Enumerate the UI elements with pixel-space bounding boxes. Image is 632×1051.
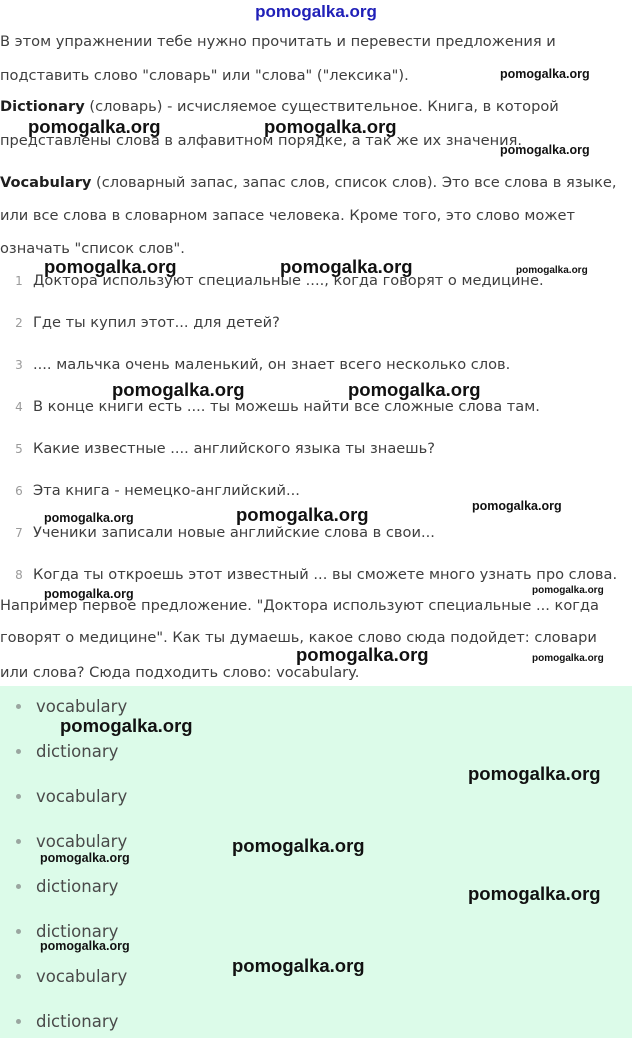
exercise-number: 5 bbox=[15, 442, 23, 456]
answer-item bbox=[0, 786, 632, 826]
intro-line-1: В этом упражнении тебе нужно прочитать и перевести предложения и bbox=[0, 33, 556, 50]
answer-item bbox=[0, 1011, 632, 1051]
watermark: pomogalka.org bbox=[28, 116, 161, 137]
exercise-text: Когда ты откроешь этот известный ... вы сможете много узнать про слова. bbox=[33, 566, 618, 583]
answer-text: dictionary bbox=[36, 922, 119, 941]
watermark: pomogalka.org bbox=[516, 265, 588, 276]
exercise-number: 8 bbox=[15, 568, 23, 582]
watermark: pomogalka.org bbox=[500, 143, 590, 157]
vocabulary-definition-text: (словарный запас, запас слов, список слов). Это все слова в языке, bbox=[91, 174, 617, 191]
watermark: pomogalka.org bbox=[232, 955, 365, 976]
site-header-link[interactable]: pomogalka.org bbox=[255, 2, 377, 21]
vocabulary-definition-line-1 bbox=[0, 166, 628, 200]
exercise-number: 1 bbox=[15, 274, 23, 288]
bullet-icon bbox=[16, 704, 21, 709]
watermark: pomogalka.org bbox=[468, 763, 601, 784]
vocabulary-term: Vocabulary bbox=[0, 174, 92, 191]
watermark: pomogalka.org bbox=[532, 585, 604, 596]
exercise-number: 7 bbox=[15, 526, 23, 540]
watermark: pomogalka.org bbox=[44, 256, 177, 277]
bullet-icon bbox=[16, 749, 21, 754]
watermark: pomogalka.org bbox=[280, 256, 413, 277]
bullet-icon bbox=[16, 884, 21, 889]
answer-text: dictionary bbox=[36, 877, 119, 896]
watermark: pomogalka.org bbox=[236, 504, 369, 525]
explanation-line-3: или слова? Сюда подходить слово: vocabulary. bbox=[0, 664, 360, 681]
vocabulary-definition-line-2: или все слова в словарном запасе человека. Кроме того, это слово может bbox=[0, 207, 575, 224]
watermark: pomogalka.org bbox=[500, 67, 590, 81]
watermark: pomogalka.org bbox=[112, 379, 245, 400]
watermark: pomogalka.org bbox=[60, 715, 193, 736]
exercise-item bbox=[0, 397, 628, 437]
exercise-item bbox=[0, 523, 628, 563]
exercise-text: Доктора используют специальные ...., когда говорят о медицине. bbox=[33, 272, 544, 289]
exercise-number: 6 bbox=[15, 484, 23, 498]
exercise-item bbox=[0, 313, 628, 353]
exercise-text: Какие известные .... английского языка ты знаешь? bbox=[33, 440, 435, 457]
answer-text: vocabulary bbox=[36, 697, 128, 716]
watermark: pomogalka.org bbox=[44, 511, 134, 525]
watermark: pomogalka.org bbox=[264, 116, 397, 137]
explanation-line-1: Например первое предложение. "Доктора используют специальные ... когда bbox=[0, 597, 599, 614]
watermark: pomogalka.org bbox=[40, 851, 130, 865]
watermark: pomogalka.org bbox=[40, 939, 130, 953]
watermark: pomogalka.org bbox=[296, 644, 429, 665]
exercise-text: Эта книга - немецко-английский... bbox=[33, 482, 300, 499]
dictionary-definition-text: (словарь) - исчисляемое существительное. Книга, в которой bbox=[84, 98, 559, 115]
answer-text: vocabulary bbox=[36, 832, 128, 851]
intro-line-2: подставить слово "словарь" или "слова" ("лексика"). bbox=[0, 67, 409, 84]
exercise-text: Ученики записали новые английские слова в свои... bbox=[33, 524, 435, 541]
exercise-number: 2 bbox=[15, 316, 23, 330]
watermark: pomogalka.org bbox=[468, 883, 601, 904]
exercise-text: .... мальчка очень маленький, он знает всего несколько слов. bbox=[33, 356, 511, 373]
answer-text: vocabulary bbox=[36, 787, 128, 806]
answer-text: vocabulary bbox=[36, 967, 128, 986]
watermark: pomogalka.org bbox=[348, 379, 481, 400]
exercise-text: В конце книги есть .... ты можешь найти все сложные слова там. bbox=[33, 398, 540, 415]
exercise-number: 4 bbox=[15, 400, 23, 414]
exercise-text: Где ты купил этот... для детей? bbox=[33, 314, 280, 331]
explanation-line-2: говорят о медицине". Как ты думаешь, какое слово сюда подойдет: словари bbox=[0, 629, 597, 646]
bullet-icon bbox=[16, 839, 21, 844]
bullet-icon bbox=[16, 794, 21, 799]
answer-text: dictionary bbox=[36, 742, 119, 761]
exercise-number: 3 bbox=[15, 358, 23, 372]
dictionary-definition-line-2: представлены слова в алфавитном порядке, а так же их значения. bbox=[0, 132, 523, 149]
vocabulary-definition-line-3: означать "список слов". bbox=[0, 240, 185, 257]
dictionary-term: Dictionary bbox=[0, 98, 85, 115]
exercise-item bbox=[0, 439, 628, 479]
watermark: pomogalka.org bbox=[532, 653, 604, 664]
bullet-icon bbox=[16, 1019, 21, 1024]
exercise-item bbox=[0, 355, 628, 395]
watermark: pomogalka.org bbox=[472, 499, 562, 513]
watermark: pomogalka.org bbox=[232, 835, 365, 856]
answer-text: dictionary bbox=[36, 1012, 119, 1031]
watermark: pomogalka.org bbox=[44, 587, 134, 601]
bullet-icon bbox=[16, 974, 21, 979]
bullet-icon bbox=[16, 929, 21, 934]
